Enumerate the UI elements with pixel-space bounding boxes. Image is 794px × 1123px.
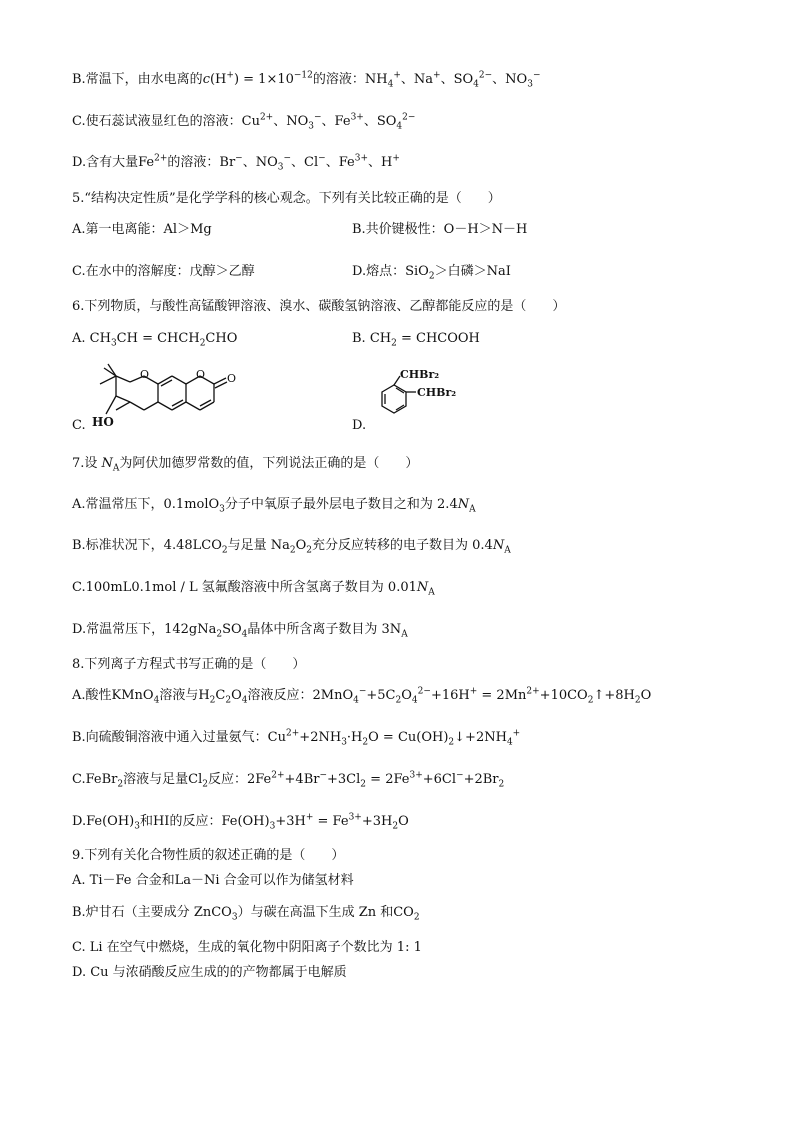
q7-stem: 7.设 $N_A$为阿伏加德罗常数的值，下列说法正确的是（ ）: [72, 456, 419, 474]
q7-option-d: D.常温常压下，$142gNa_2SO_4$晶体中所含离子数目为 $3N_A$: [72, 622, 408, 640]
q5-option-c: C.在水中的溶解度：戊醇＞乙醇: [72, 264, 255, 279]
q4-option-b: B.常温下，由水电离的$c(H^+) = 1\times 10^{-12}$的溶液：$NH_4^+$、Na+、$SO_4^{2-}$、$NO_3^-$: [72, 70, 541, 90]
q9-stem: 9.下列有关化合物性质的叙述正确的是（ ）: [72, 848, 345, 863]
q5-option-b: B.共价键极性：O－H＞N－H: [352, 222, 528, 237]
q5-stem: 5.“结构决定性质”是化学学科的核心观念。下列有关比较正确的是（ ）: [72, 191, 501, 206]
q6-option-c-structure: [86, 362, 256, 434]
q5-option-d: D.熔点：SiO$_2$＞白磷＞NaI: [352, 264, 511, 282]
q6-option-d-structure: [362, 368, 492, 426]
q9-option-b: B.炉甘石（主要成分 ZnCO$_3$）与碳在高温下生成 Zn 和$CO_2$: [72, 905, 420, 923]
q7-option-c: C.100mL0.1mol / L 氢氟酸溶液中所含氢离子数目为 $0.01N_A$: [72, 580, 435, 598]
q8-stem: 8.下列离子方程式书写正确的是（ ）: [72, 657, 306, 672]
q4-option-c: C.使石蕊试液显红色的溶液：$Cu^{2+}$、$NO_3^-$、$Fe^{3+}$、$SO_4^{2-}$: [72, 112, 416, 132]
q8-option-a: A.酸性KMnO$_4$溶液与$H_2C_2O_4$溶液反应：$2MnO_4^-+5C_2O_4^{2-}+16H^+$ = $2Mn^{2+}+10CO_2↑+8H_2O$: [72, 686, 652, 706]
q6-option-a: A. $CH_3CH$ = $CHCH_2CHO$: [72, 331, 238, 349]
q8-option-b: B.向硫酸铜溶液中通入过量氨气：$Cu^{2+}+2NH_3\cdot H_2O$ = $Cu(OH)_2↓+2NH_4^+$: [72, 728, 521, 748]
q6-option-c-label: C.: [72, 418, 86, 433]
q6-option-d-label: D.: [352, 418, 367, 433]
q6-d-group-label-1: CHBr₂: [400, 368, 440, 381]
q9-option-d: D. Cu 与浓硝酸反应生成的的产物都属于电解质: [72, 965, 347, 980]
q6-option-b: B. $CH_2$ = CHCOOH: [352, 331, 480, 349]
q9-option-c: C. Li 在空气中燃烧，生成的氧化物中阴阳离子个数比为 1: 1: [72, 940, 422, 955]
q8-option-d: $D.Fe(OH)_3$和HI的反应：$Fe(OH)_3+3H^+ = Fe^{3+}+3H_2O$: [72, 812, 409, 832]
q7-option-b: B.标准状况下，$4.48LCO_2$与足量 $Na_2O_2$充分反应转移的电子数目为 $0.4N_A$: [72, 538, 511, 556]
q8-option-c: C.FeBr$_2$溶液与足量$Cl_2$反应：$2Fe^{2+}+4Br^-+3Cl_2 = 2Fe^{3+}+6Cl^-+2Br_2$: [72, 770, 505, 790]
q6-c-oxygen-label-1: O: [140, 368, 150, 381]
q6-c-oxygen-label-3: O: [227, 372, 237, 385]
q6-c-hydroxyl-label: HO: [92, 415, 114, 429]
q6-c-oxygen-label-2: O: [196, 368, 206, 381]
q6-d-group-label-2: CHBr₂: [417, 386, 457, 399]
q9-option-a: A. Ti－Fe 合金和La－Ni 合金可以作为储氢材料: [72, 873, 354, 888]
q7-option-a: A.常温常压下，0.1molO$_3$分子中氧原子最外层电子数目之和为 $2.4N_A$: [72, 497, 476, 515]
q5-option-a: A.第一电离能：Al＞Mg: [72, 222, 212, 237]
q4-option-d: D.含有大量$Fe^{2+}$的溶液：Br−、$NO_3^-$、Cl−、$Fe^{3+}$、H+: [72, 153, 400, 173]
q6-stem: 6.下列物质，与酸性高锰酸钾溶液、溴水、碳酸氢钠溶液、乙醇都能反应的是（ ）: [72, 299, 566, 314]
